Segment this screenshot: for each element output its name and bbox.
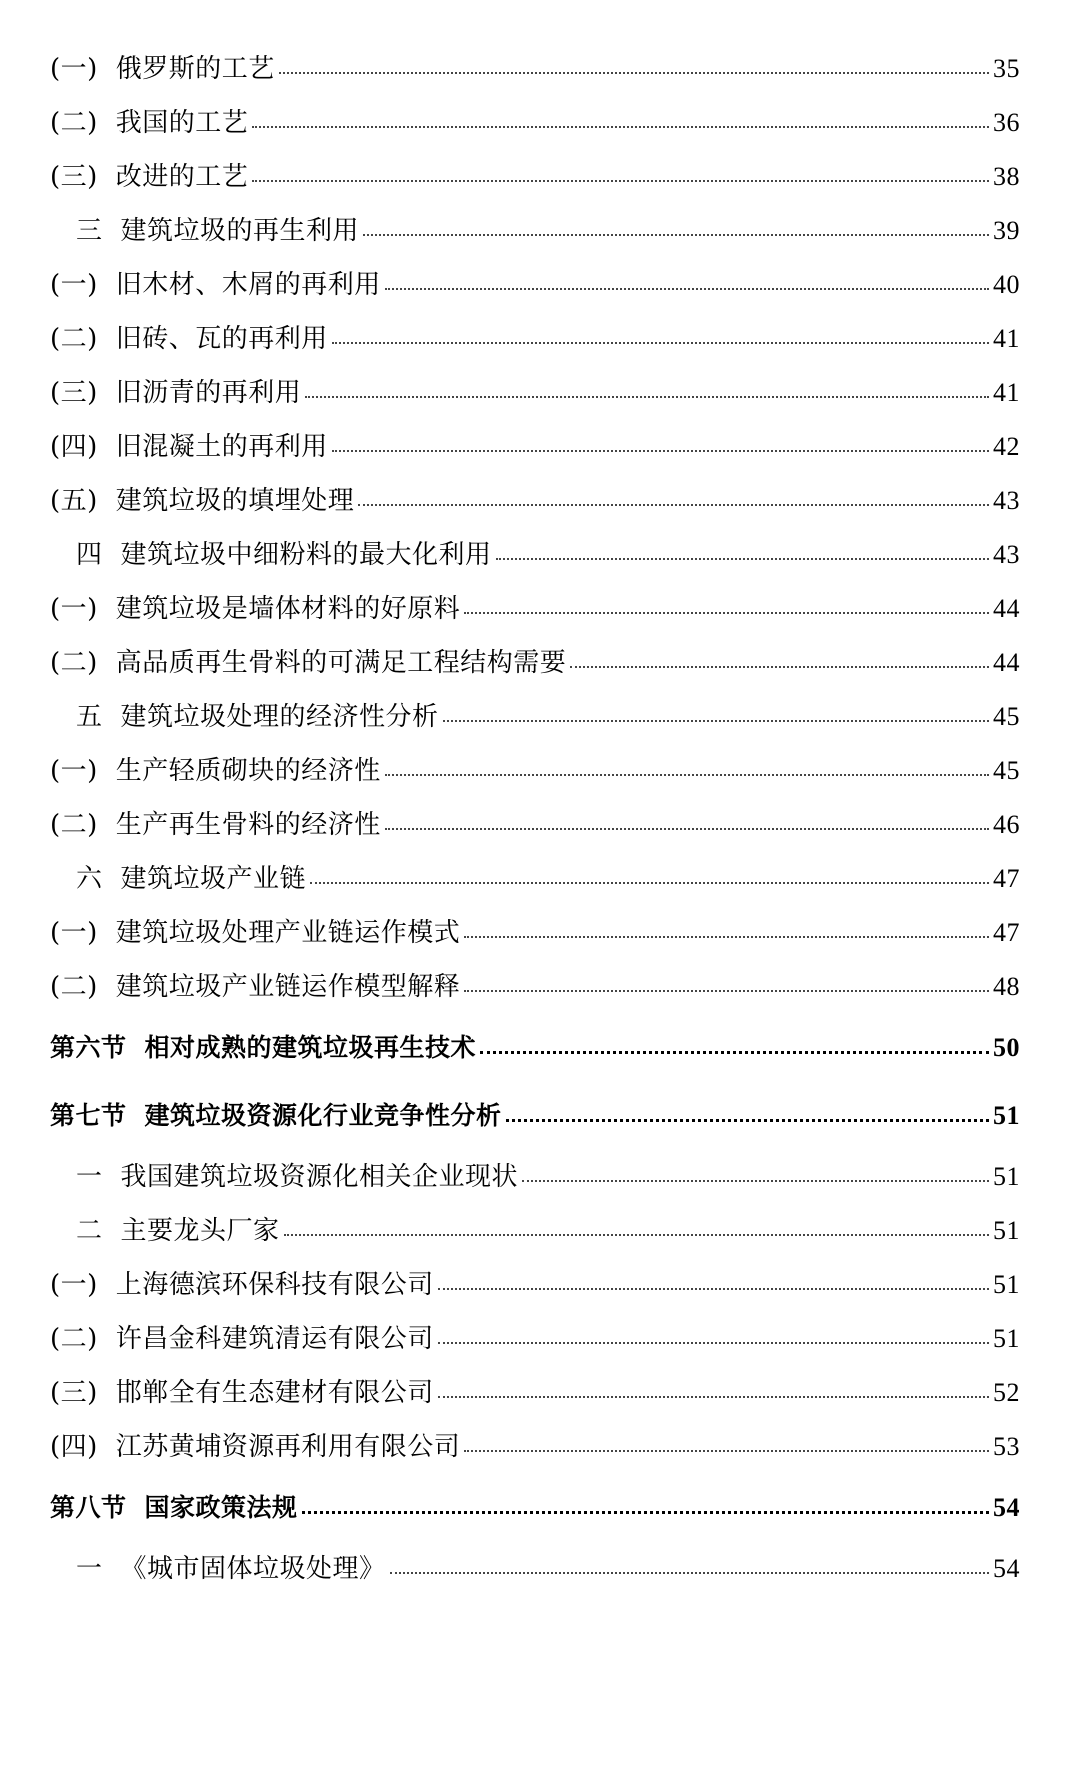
toc-entry-number: (一): [50, 918, 98, 948]
toc-entry-page: 53: [993, 1432, 1020, 1461]
toc-entry-page: 41: [993, 378, 1020, 407]
toc-entry-title: 建筑垃圾的再生利用: [120, 216, 360, 246]
toc-entry-number: (二): [50, 972, 98, 1002]
toc-entry-number: (四): [50, 1432, 98, 1462]
toc-entry-label: [50, 366, 301, 420]
toc-leader-dots: [443, 719, 989, 722]
toc-leader-dots: [332, 449, 989, 452]
toc-entry-number: (一): [50, 54, 98, 84]
toc-leader-dots: [332, 341, 989, 344]
table-of-contents: [50, 42, 1020, 1596]
toc-entry[interactable]: [50, 96, 1020, 150]
toc-entry-page: 43: [993, 540, 1020, 569]
toc-entry-page: 47: [993, 864, 1020, 893]
toc-entry-label: [50, 744, 381, 798]
toc-entry-title: 建筑垃圾处理产业链运作模式: [115, 918, 461, 948]
toc-entry[interactable]: [50, 420, 1020, 474]
toc-entry[interactable]: [50, 1542, 1020, 1596]
toc-entry[interactable]: [50, 636, 1020, 690]
toc-entry-number: 一: [76, 1162, 103, 1192]
toc-entry-label: [50, 258, 381, 312]
toc-entry-number: 五: [76, 702, 103, 732]
toc-entry-title: 旧混凝土的再利用: [115, 432, 328, 462]
toc-entry[interactable]: [50, 474, 1020, 528]
toc-entry-label: [50, 96, 248, 150]
toc-entry-page: 42: [993, 432, 1020, 461]
toc-entry-page: 46: [993, 810, 1020, 839]
toc-entry-title: 建筑垃圾处理的经济性分析: [120, 702, 439, 732]
toc-entry-page: 39: [993, 216, 1020, 245]
toc-leader-dots: [464, 1449, 989, 1452]
toc-entry-label: [50, 312, 328, 366]
toc-entry-page: 48: [993, 972, 1020, 1001]
toc-entry-title: 国家政策法规: [144, 1493, 298, 1522]
toc-entry-page: 43: [993, 486, 1020, 515]
toc-entry-number: (三): [50, 378, 98, 408]
toc-leader-dots: [438, 1395, 989, 1398]
toc-section-entry[interactable]: [50, 1474, 1020, 1542]
toc-entry-number: (二): [50, 108, 98, 138]
toc-entry-label: [76, 204, 359, 258]
toc-entry[interactable]: [50, 1258, 1020, 1312]
toc-entry-number: (三): [50, 162, 98, 192]
toc-entry-label: [50, 150, 248, 204]
toc-entry-label: [76, 852, 306, 906]
toc-entry-label: [50, 906, 460, 960]
toc-entry-label: [50, 636, 566, 690]
toc-entry[interactable]: [50, 744, 1020, 798]
toc-entry[interactable]: [50, 906, 1020, 960]
toc-entry[interactable]: [50, 690, 1020, 744]
toc-entry-page: 41: [993, 324, 1020, 353]
toc-entry[interactable]: [50, 312, 1020, 366]
toc-entry-number: 第七节: [50, 1101, 127, 1130]
toc-entry-label: [50, 42, 275, 96]
toc-entry-title: 旧砖、瓦的再利用: [115, 324, 328, 354]
toc-entry-title: 我国建筑垃圾资源化相关企业现状: [120, 1162, 519, 1192]
toc-entry-label: [50, 1258, 434, 1312]
toc-entry-label: [50, 1366, 434, 1420]
toc-entry[interactable]: [50, 1420, 1020, 1474]
toc-leader-dots: [464, 611, 989, 614]
toc-entry-number: (一): [50, 594, 98, 624]
toc-entry-title: 江苏黄埔资源再利用有限公司: [115, 1432, 461, 1462]
toc-entry-title: 建筑垃圾产业链: [120, 864, 307, 894]
toc-leader-dots: [385, 773, 989, 776]
toc-entry-page: 52: [993, 1378, 1020, 1407]
toc-leader-dots: [284, 1233, 989, 1236]
toc-entry-page: 38: [993, 162, 1020, 191]
toc-leader-dots: [522, 1179, 989, 1182]
toc-entry-number: (二): [50, 324, 98, 354]
toc-entry[interactable]: [50, 1204, 1020, 1258]
toc-entry-number: (一): [50, 270, 98, 300]
toc-entry-number: 一: [76, 1554, 103, 1584]
toc-leader-dots: [252, 125, 989, 128]
toc-entry[interactable]: [50, 258, 1020, 312]
toc-entry-label: [50, 1474, 298, 1542]
toc-section-entry[interactable]: [50, 1082, 1020, 1150]
toc-leader-dots: [464, 989, 989, 992]
toc-entry[interactable]: [50, 582, 1020, 636]
toc-entry-number: (二): [50, 810, 98, 840]
toc-leader-dots: [385, 827, 989, 830]
toc-entry-page: 51: [993, 1216, 1020, 1245]
toc-entry-page: 45: [993, 702, 1020, 731]
toc-section-entry[interactable]: [50, 1014, 1020, 1082]
toc-entry-page: 40: [993, 270, 1020, 299]
toc-entry-page: 54: [993, 1493, 1020, 1522]
toc-leader-dots: [390, 1571, 989, 1574]
toc-entry-number: (一): [50, 1270, 98, 1300]
toc-entry-number: 第六节: [50, 1033, 127, 1062]
toc-entry[interactable]: [50, 42, 1020, 96]
toc-leader-dots: [496, 557, 989, 560]
toc-entry-page: 50: [993, 1033, 1020, 1062]
toc-leader-dots: [385, 287, 989, 290]
toc-entry-title: 建筑垃圾资源化行业竞争性分析: [144, 1101, 502, 1130]
toc-entry-label: [76, 1150, 518, 1204]
toc-entry-number: (二): [50, 1324, 98, 1354]
toc-entry-title: 建筑垃圾产业链运作模型解释: [115, 972, 461, 1002]
toc-entry-page: 44: [993, 648, 1020, 677]
toc-entry[interactable]: [50, 1366, 1020, 1420]
toc-entry-label: [50, 1082, 502, 1150]
toc-entry-title: 邯郸全有生态建材有限公司: [115, 1378, 434, 1408]
toc-leader-dots: [252, 179, 989, 182]
toc-entry[interactable]: [50, 1312, 1020, 1366]
toc-entry-number: (一): [50, 756, 98, 786]
toc-entry-page: 51: [993, 1324, 1020, 1353]
toc-entry-page: 51: [993, 1162, 1020, 1191]
toc-leader-dots: [310, 881, 989, 884]
toc-entry[interactable]: [50, 150, 1020, 204]
toc-entry-label: [76, 690, 439, 744]
toc-leader-dots: [438, 1287, 989, 1290]
toc-entry-title: 我国的工艺: [115, 108, 249, 138]
toc-entry-title: 旧木材、木屑的再利用: [115, 270, 381, 300]
toc-entry-title: 改进的工艺: [115, 162, 249, 192]
toc-leader-dots: [302, 1510, 989, 1514]
toc-entry-label: [76, 1542, 386, 1596]
toc-leader-dots: [279, 71, 989, 74]
toc-entry-title: 主要龙头厂家: [120, 1216, 280, 1246]
toc-entry-number: (五): [50, 486, 98, 516]
toc-entry[interactable]: [50, 960, 1020, 1014]
toc-entry-number: 四: [76, 540, 103, 570]
toc-entry-title: 许昌金科建筑清运有限公司: [115, 1324, 434, 1354]
toc-entry-label: [76, 1204, 280, 1258]
toc-leader-dots: [305, 395, 989, 398]
toc-entry-number: (三): [50, 1378, 98, 1408]
toc-entry-label: [50, 1312, 434, 1366]
toc-entry-title: 高品质再生骨料的可满足工程结构需要: [115, 648, 567, 678]
toc-entry-page: 44: [993, 594, 1020, 623]
toc-entry-number: 三: [76, 216, 103, 246]
toc-entry-title: 俄罗斯的工艺: [115, 54, 275, 84]
toc-entry-page: 51: [993, 1101, 1020, 1130]
toc-entry-page: 54: [993, 1554, 1020, 1583]
toc-entry-label: [50, 960, 460, 1014]
toc-entry-page: 36: [993, 108, 1020, 137]
toc-entry-page: 45: [993, 756, 1020, 785]
toc-entry-page: 47: [993, 918, 1020, 947]
toc-entry-title: 生产再生骨料的经济性: [115, 810, 381, 840]
toc-entry-number: (二): [50, 648, 98, 678]
toc-entry-label: [50, 420, 328, 474]
toc-entry-title: 建筑垃圾中细粉料的最大化利用: [120, 540, 492, 570]
toc-entry[interactable]: [50, 204, 1020, 258]
toc-entry[interactable]: [50, 798, 1020, 852]
toc-entry[interactable]: [50, 366, 1020, 420]
toc-leader-dots: [464, 935, 989, 938]
toc-entry-label: [50, 798, 381, 852]
toc-leader-dots: [480, 1050, 989, 1054]
toc-entry-title: 生产轻质砌块的经济性: [115, 756, 381, 786]
toc-entry-title: 旧沥青的再利用: [115, 378, 302, 408]
toc-leader-dots: [358, 503, 989, 506]
toc-leader-dots: [570, 665, 989, 668]
toc-entry-title: 《城市固体垃圾处理》: [120, 1554, 386, 1584]
toc-entry-label: [76, 528, 492, 582]
toc-entry-number: 六: [76, 864, 103, 894]
toc-entry-label: [50, 474, 354, 528]
toc-entry[interactable]: [50, 1150, 1020, 1204]
toc-entry-page: 51: [993, 1270, 1020, 1299]
toc-entry-title: 建筑垃圾的填埋处理: [115, 486, 355, 516]
toc-entry-title: 建筑垃圾是墙体材料的好原料: [115, 594, 461, 624]
toc-entry-title: 相对成熟的建筑垃圾再生技术: [144, 1033, 477, 1062]
toc-entry-label: [50, 582, 460, 636]
toc-leader-dots: [363, 233, 989, 236]
toc-entry[interactable]: [50, 528, 1020, 582]
toc-entry-number: 第八节: [50, 1493, 127, 1522]
toc-entry-page: 35: [993, 54, 1020, 83]
toc-entry-label: [50, 1420, 460, 1474]
toc-leader-dots: [506, 1118, 989, 1122]
toc-leader-dots: [438, 1341, 989, 1344]
toc-entry-number: (四): [50, 432, 98, 462]
toc-entry[interactable]: [50, 852, 1020, 906]
toc-entry-label: [50, 1014, 476, 1082]
toc-entry-title: 上海德滨环保科技有限公司: [115, 1270, 434, 1300]
toc-entry-number: 二: [76, 1216, 103, 1246]
